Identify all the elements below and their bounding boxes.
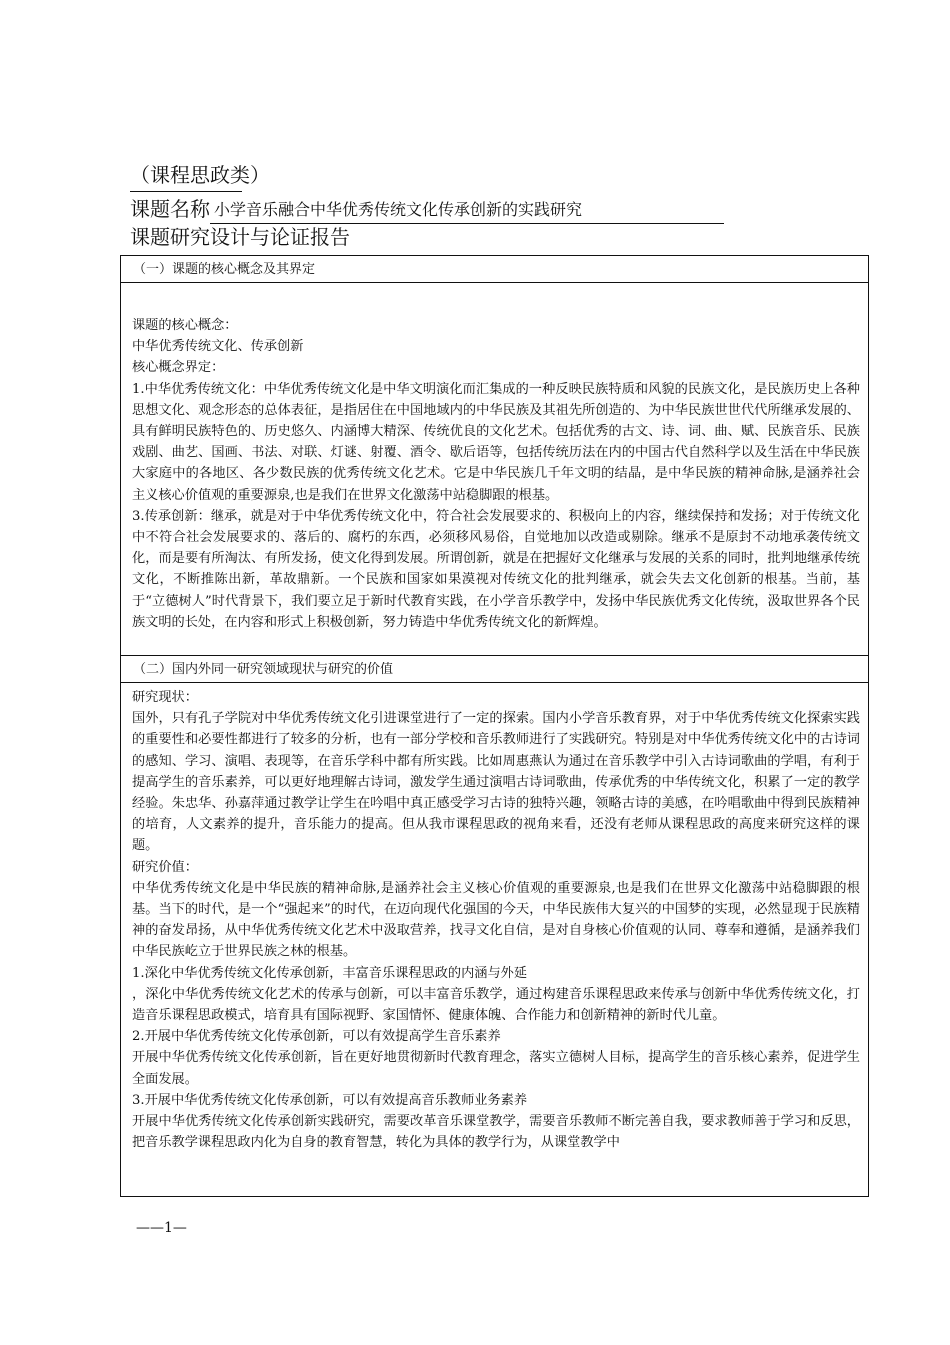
section-2-paragraph: 研究价值： xyxy=(132,859,198,875)
section-1-paragraph: 3.传承创新：继承，就是对于中华优秀传统文化中，符合社会发展要求的、积极向上的内容，继续保持和发扬；对于传统文化中不符合社会发展要求的、落后的、腐朽的东西，必须移风易俗，自觉地加以改造或剔除。继承不是原封不动地承袭传统文化，而是要有所淘汰、有所发扬，使文化得到发展。所谓创新，就是在把握好文化继承与发展的关系的同时，批判地继承传统文化，不断推陈出新，革故鼎新。一个民族和国家如果漠视对传统文化的批判继承，就会失去文化创新的根基。当前，基于“立德树人”时代背景下，我们要立足于新时代教育实践，在小学音乐教学中，发扬中华民族优秀文化传统，汲取世界各个民族文明的长处，在内容和形式上积极创新，努力铸造中华优秀传统文化的新辉煌。 xyxy=(132,508,860,630)
category-label: （课程思政类） xyxy=(130,163,270,187)
topic-label: 课题名称 xyxy=(130,197,210,221)
section-1-heading: （一）课题的核心概念及其界定 xyxy=(121,256,868,283)
section-2-paragraph: 研究现状： xyxy=(132,690,198,705)
section-1-paragraph: 核心概念界定： xyxy=(132,360,225,376)
topic-row xyxy=(130,194,724,224)
section-2-body xyxy=(121,683,868,1196)
section-1-paragraph: 课题的核心概念： xyxy=(132,318,238,333)
section-2-paragraph: 3.开展中华优秀传统文化传承创新，可以有效提高音乐教师业务素养 xyxy=(132,1092,528,1108)
section-2-heading: （二）国内外同一研究领域现状与研究的价值 xyxy=(121,656,868,683)
report-title: 课题研究设计与论证报告 xyxy=(130,225,350,249)
topic-title: 小学音乐融合中华优秀传统文化传承创新的实践研究 xyxy=(210,197,724,224)
section-2-paragraph: 1.深化中华优秀传统文化传承创新，丰富音乐课程思政的内涵与外延 xyxy=(132,965,528,981)
category-underline xyxy=(130,191,242,192)
section-2-paragraph: 国外，只有孔子学院对中华优秀传统文化引进课堂进行了一定的探索。国内小学音乐教育界，对于中华优秀传统文化探索实践的重要性和必要性都进行了较多的分析，也有一部分学校和音乐教师进行了实践研究。特别是对中华优秀传统文化中的古诗词的感知、学习、演唱、表现等，在音乐学科中都有所实践。比如周惠燕认为通过在音乐教学中引入古诗词歌曲的学唱，有利于提高学生的音乐素养，可以更好地理解古诗词，激发学生通过演唱古诗词歌曲，传承优秀的中华传统文化，积累了一定的教学经验。朱忠华、孙嘉萍通过教学让学生在吟唱中真正感受学习古诗的独特兴趣，领略古诗的美感，在吟唱歌曲中得到民族精神的培育，人文素养的提升，音乐能力的提高。但从我市课程思政的视角来看，还没有老师从课程思政的高度来研究这样的课题。 xyxy=(132,711,860,854)
section-1-paragraph: 中华优秀传统文化、传承创新 xyxy=(132,339,304,355)
section-2-paragraph: 开展中华优秀传统文化传承创新实践研究，需要改革音乐课堂教学，需要音乐教师不断完善自我，要求教师善于学习和反思，把音乐教学课程思政内化为自身的教育智慧，转化为具体的教学行为，从课堂教学中 xyxy=(132,1114,860,1151)
section-2-paragraph: 2.开展中华优秀传统文化传承创新，可以有效提高学生音乐素养 xyxy=(132,1029,501,1045)
section-1-paragraph: 1.中华优秀传统文化：中华优秀传统文化是中华文明演化而汇集成的一种反映民族特质和风貌的民族文化，是民族历史上各种思想文化、观念形态的总体表征，是指居住在中国地域内的中华民族及其祖先所创造的、为中华民族世世代代所继承发展的、具有鲜明民族特色的、历史悠久、内涵博大精深、传统优良的文化艺术。包括优秀的古文、诗、词、曲、赋、民族音乐、民族戏剧、曲艺、国画、书法、对联、灯谜、射覆、酒令、歇后语等，包括传统历法在内的中国古代自然科学以及生活在中华民族大家庭中的各地区、各少数民族的优秀传统文化艺术。它是中华民族几千年文明的结晶，是中华民族的精神命脉,是涵养社会主义核心价值观的重要源泉,也是我们在世界文化激荡中站稳脚跟的根基。 xyxy=(132,381,860,503)
section-2-paragraph: 开展中华优秀传统文化传承创新，旨在更好地贯彻新时代教育理念，落实立德树人目标，提高学生的音乐核心素养，促进学生全面发展。 xyxy=(132,1050,860,1087)
section-2-paragraph: ，深化中华优秀传统文化艺术的传承与创新，可以丰富音乐教学，通过构建音乐课程思政来传承与创新中华优秀传统文化，打造音乐课程思政模式，培育具有国际视野、家国情怀、健康体魄、合作能力和创新精神的新时代儿童。 xyxy=(132,986,860,1024)
section-2-paragraph: 中华优秀传统文化是中华民族的精神命脉,是涵养社会主义核心价值观的重要源泉,也是我们在世界文化激荡中站稳脚跟的根基。当下的时代，是一个“强起来”的时代，在迈向现代化强国的今天，中华民族伟大复兴的中国梦的实现，必然显现于民族精神的奋发昂扬，从中华优秀传统文化艺术中汲取营养，找寻文化自信，是对自身核心价值观的认同、尊奉和遵循，是涵养我们中华民族屹立于世界民族之林的根基。 xyxy=(132,880,860,960)
page-number: ——1— xyxy=(136,1220,187,1236)
report-table xyxy=(120,255,869,1197)
section-1-body xyxy=(121,283,868,656)
